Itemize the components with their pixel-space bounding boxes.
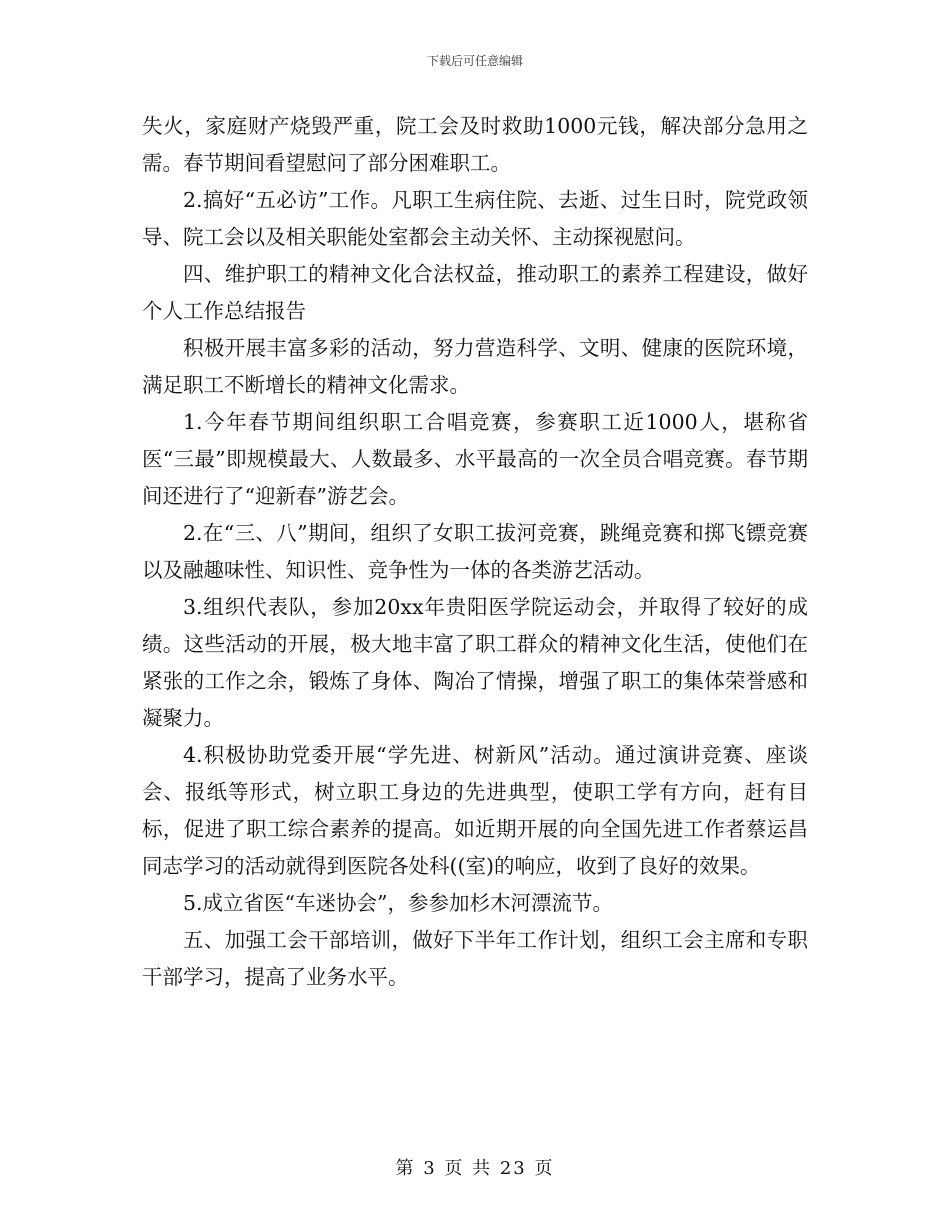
paragraph-item: 3.组织代表队，参加20xx年贵阳医学院运动会，并取得了较好的成绩。这些活动的开展，极大地丰富了职工群众的精神文化生活，使他们在紧张的工作之余，锻炼了身体、陶冶了情操，增强了职工的集体荣誉感和凝聚力。 (142, 595, 808, 730)
document-body (142, 108, 808, 996)
paragraph-item: 积极开展丰富多彩的活动，努力营造科学、文明、健康的医院环境，满足职工不断增长的精神文化需求。 (142, 336, 808, 397)
section-heading: 四、维护职工的精神文化合法权益，推动职工的素养工程建设，做好个人工作总结报告 (142, 262, 808, 323)
paragraph-item: 2.搞好“五必访”工作。凡职工生病住院、去逝、过生日时，院党政领导、院工会以及相关职能处室都会主动关怀、主动探视慰问。 (142, 188, 808, 249)
section-heading: 五、加强工会干部培训，做好下半年工作计划，组织工会主席和专职干部学习，提高了业务水平。 (142, 928, 808, 989)
paragraph-item: 4.积极协助党委开展“学先进、树新风”活动。通过演讲竞赛、座谈会、报纸等形式，树立职工身边的先进典型，使职工学有方向，赶有目标，促进了职工综合素养的提高。如近期开展的向全国先进工作者蔡运昌同志学习的活动就得到医院各处科((室)的响应，收到了良好的效果。 (142, 743, 808, 878)
paragraph-item: 1.今年春节期间组织职工合唱竞赛，参赛职工近1000人，堪称省医“三最”即规模最大、人数最多、水平最高的一次全员合唱竞赛。春节期间还进行了“迎新春”游艺会。 (142, 410, 808, 508)
paragraph-item: 5.成立省医“车迷协会”，参参加杉木河漂流节。 (183, 891, 614, 915)
paragraph-continuation: 失火，家庭财产烧毁严重，院工会及时救助1000元钱，解决部分急用之需。春节期间看望慰问了部分困难职工。 (142, 114, 808, 175)
page-header-note: 下载后可任意编辑 (426, 54, 523, 68)
paragraph-item: 2.在“三、八”期间，组织了女职工拔河竞赛，跳绳竞赛和掷飞镖竞赛以及融趣味性、知识性、竞争性为一体的各类游艺活动。 (142, 521, 808, 582)
page-number-footer: 第 3 页 共 23 页 (395, 1158, 555, 1179)
